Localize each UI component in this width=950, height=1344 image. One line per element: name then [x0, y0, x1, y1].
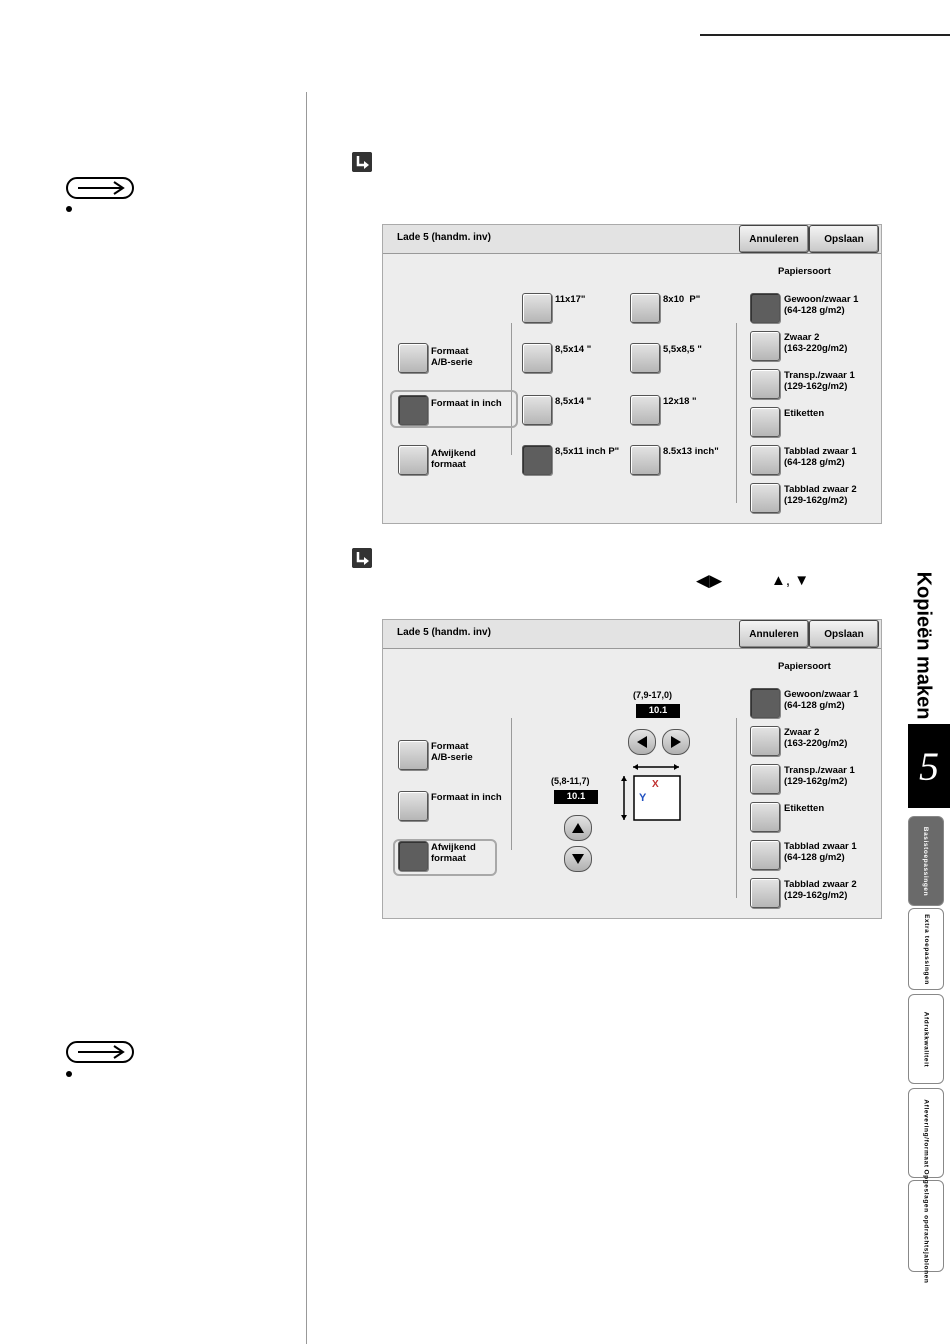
paper-size-button[interactable]: [522, 293, 552, 323]
tray5-custom-size-panel: [382, 619, 882, 919]
note-arrow-icon: [66, 177, 134, 199]
paper-type-label: Zwaar 2 (163-220g/m2): [784, 332, 848, 354]
format-option-label: Formaat in inch: [431, 398, 502, 409]
side-tab-label: Opgeslagen opdrachtsjablonen: [922, 1169, 930, 1283]
paper-size-label: 8,5x14 ": [555, 344, 592, 355]
side-tab-label: Basistoepassingen: [922, 826, 930, 896]
paper-size-label: 8.5x13 inch": [663, 446, 719, 457]
y-value-display: 10.1: [554, 790, 598, 804]
paper-type-heading: Papiersoort: [778, 661, 831, 672]
x-increase-button[interactable]: [662, 729, 690, 755]
format-option-button[interactable]: [398, 343, 428, 373]
left-arrow-icon: ◀: [696, 571, 710, 590]
format-option-label: Formaat A/B-serie: [431, 741, 473, 763]
separator: [511, 323, 512, 455]
paper-size-button[interactable]: [522, 445, 552, 475]
format-option-label: Formaat in inch: [431, 792, 502, 803]
format-option-button[interactable]: [398, 841, 428, 871]
side-tab-label: Afdrukkwaliteit: [922, 1011, 930, 1067]
side-tab[interactable]: [908, 1088, 944, 1178]
paper-type-label: Transp./zwaar 1 (129-162g/m2): [784, 765, 855, 787]
cancel-button[interactable]: Annuleren: [739, 620, 809, 648]
format-option-button[interactable]: [398, 395, 428, 425]
paper-size-diagram-icon: [619, 763, 683, 823]
y-axis-label: Y: [639, 792, 647, 804]
paper-type-label: Tabblad zwaar 1 (64-128 g/m2): [784, 841, 857, 863]
format-option-label: Afwijkend formaat: [431, 842, 476, 864]
left-arrow-icon: [636, 735, 648, 749]
format-option-button[interactable]: [398, 791, 428, 821]
header-rule: [700, 34, 950, 36]
down-arrow-icon: ▼: [794, 572, 810, 589]
paper-type-label: Tabblad zwaar 1 (64-128 g/m2): [784, 446, 857, 468]
side-tab[interactable]: [908, 994, 944, 1084]
paper-type-button[interactable]: [750, 369, 780, 399]
paper-size-button[interactable]: [522, 343, 552, 373]
y-decrease-button[interactable]: [564, 846, 592, 872]
paper-size-button[interactable]: [630, 395, 660, 425]
paper-type-label: Etiketten: [784, 803, 825, 814]
paper-size-label: 8,5x11 inch P": [555, 446, 620, 457]
side-tab[interactable]: [908, 908, 944, 990]
paper-type-button[interactable]: [750, 331, 780, 361]
paper-size-label: 8,5x14 ": [555, 396, 592, 407]
paper-type-label: Tabblad zwaar 2 (129-162g/m2): [784, 879, 857, 901]
paper-type-button[interactable]: [750, 726, 780, 756]
separator: [511, 718, 512, 850]
paper-type-label: Tabblad zwaar 2 (129-162g/m2): [784, 484, 857, 506]
paper-type-label: Gewoon/zwaar 1 (64-128 g/m2): [784, 294, 859, 316]
paper-type-button[interactable]: [750, 802, 780, 832]
save-button[interactable]: Opslaan: [809, 225, 879, 253]
right-arrow-icon: ▶: [709, 571, 723, 590]
paper-type-label: Transp./zwaar 1 (129-162g/m2): [784, 370, 855, 392]
paper-size-label: 5,5x8,5 ": [663, 344, 702, 355]
side-tab[interactable]: [908, 816, 944, 906]
panel-title: Lade 5 (handm. inv): [397, 232, 491, 243]
y-increase-button[interactable]: [564, 815, 592, 841]
down-arrow-icon: [571, 853, 585, 865]
separator: [736, 323, 737, 503]
paper-size-button[interactable]: [522, 395, 552, 425]
paper-size-label: 11x17": [555, 294, 586, 305]
note-bullet-1: [66, 206, 72, 212]
separator: [736, 718, 737, 898]
up-arrow-icon: ▲: [771, 572, 786, 589]
cancel-button[interactable]: Annuleren: [739, 225, 809, 253]
paper-type-button[interactable]: [750, 293, 780, 323]
inline-arrows-up-down: ▲, ▼: [771, 572, 810, 589]
step-arrow-icon: [352, 152, 372, 172]
note-arrow-icon: [66, 1041, 134, 1063]
paper-size-button[interactable]: [630, 343, 660, 373]
x-axis-label: X: [652, 779, 659, 790]
paper-type-heading: Papiersoort: [778, 266, 831, 277]
paper-size-button[interactable]: [630, 445, 660, 475]
step-arrow-icon: [352, 548, 372, 568]
chapter-number: 5: [908, 724, 950, 808]
format-option-label: Afwijkend formaat: [431, 448, 476, 470]
paper-type-button[interactable]: [750, 764, 780, 794]
paper-type-button[interactable]: [750, 483, 780, 513]
paper-size-label: 12x18 ": [663, 396, 697, 407]
paper-type-button[interactable]: [750, 840, 780, 870]
x-decrease-button[interactable]: [628, 729, 656, 755]
paper-type-button[interactable]: [750, 407, 780, 437]
paper-size-label: 8x10 P": [663, 294, 701, 305]
save-button[interactable]: Opslaan: [809, 620, 879, 648]
x-value-display: 10.1: [636, 704, 680, 718]
paper-type-button[interactable]: [750, 445, 780, 475]
side-tab-label: Aflevering/formaat: [922, 1098, 930, 1168]
chapter-title: Kopieën maken: [912, 571, 935, 719]
paper-size-button[interactable]: [630, 293, 660, 323]
inline-arrows-left-right: [696, 572, 722, 590]
paper-type-button[interactable]: [750, 878, 780, 908]
side-tab[interactable]: [908, 1169, 944, 1283]
right-arrow-icon: [670, 735, 682, 749]
up-arrow-icon: [571, 822, 585, 834]
format-option-button[interactable]: [398, 740, 428, 770]
paper-type-button[interactable]: [750, 688, 780, 718]
note-bullet-2: [66, 1071, 72, 1077]
paper-type-label: Etiketten: [784, 408, 825, 419]
tray5-inch-size-panel: [382, 224, 882, 524]
format-option-button[interactable]: [398, 445, 428, 475]
side-tab-label: Extra toepassingen: [922, 913, 930, 985]
column-divider: [306, 92, 307, 1344]
x-range-label: (7,9-17,0): [633, 690, 673, 700]
paper-type-label: Gewoon/zwaar 1 (64-128 g/m2): [784, 689, 859, 711]
format-option-label: Formaat A/B-serie: [431, 346, 473, 368]
panel-title: Lade 5 (handm. inv): [397, 627, 491, 638]
paper-type-label: Zwaar 2 (163-220g/m2): [784, 727, 848, 749]
y-range-label: (5,8-11,7): [551, 776, 590, 786]
